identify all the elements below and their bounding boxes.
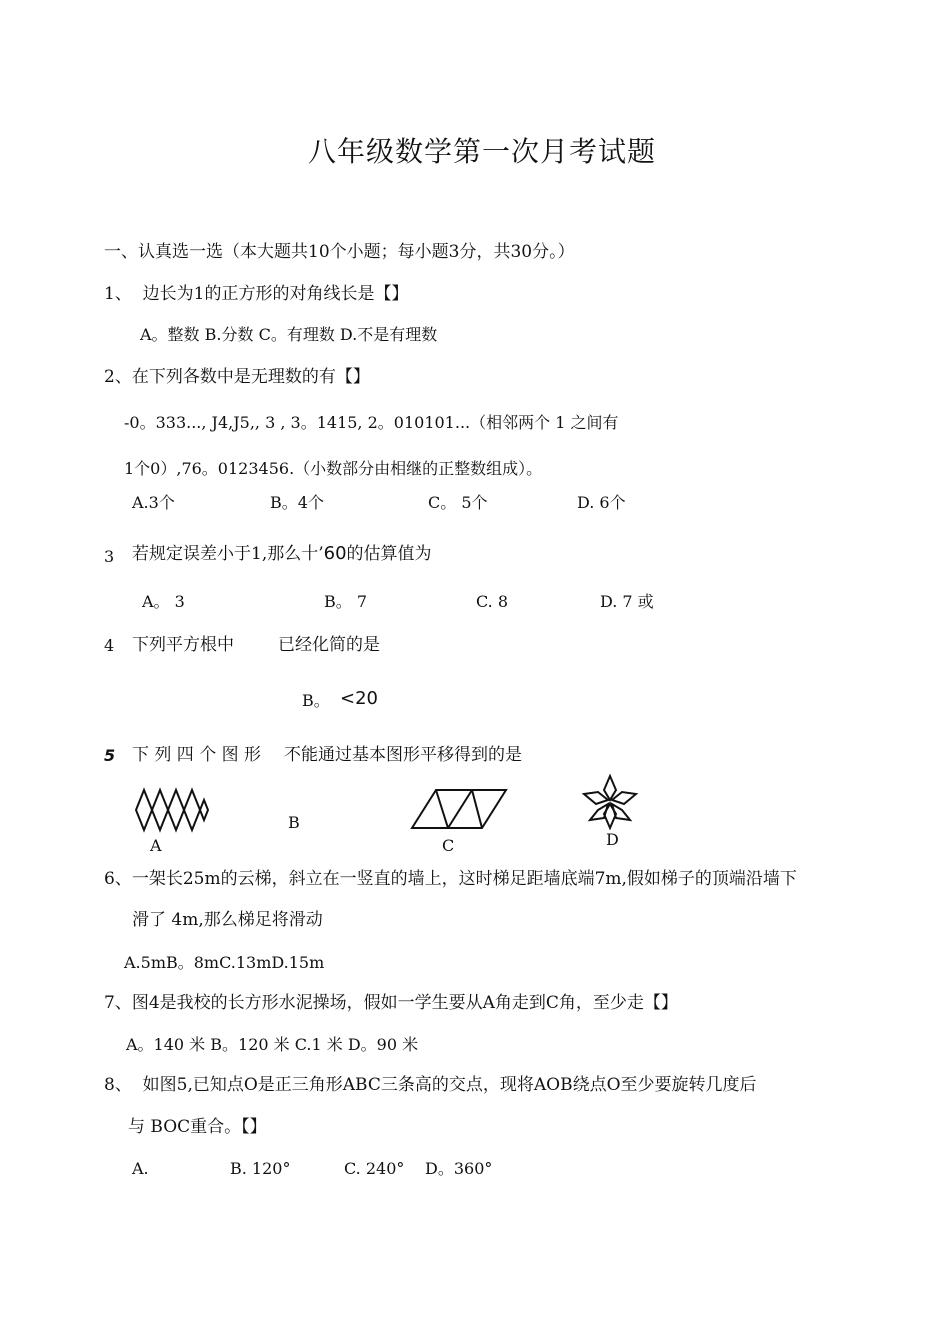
- question-3-stem-number: 60: [323, 543, 347, 564]
- question-4-number: 4: [104, 636, 115, 655]
- question-7-stem: 7、图4是我校的长方形水泥操场，假如一学生要从A角走到C角，至少走【】: [104, 993, 678, 1013]
- question-4-stem-a: 下列平方根中: [132, 635, 234, 655]
- question-8-stem: 8、 如图5,已知点O是正三角形ABC三条高的交点，现将AOB绕点O至少要旋转几度后: [104, 1075, 757, 1095]
- section-heading: 一、认真选一选（本大题共10个小题；每小题3分，共30分。）: [104, 242, 575, 262]
- question-6-options: A.5mB。8mC.13mD.15m: [124, 953, 325, 972]
- question-3-option-a: A。 3: [142, 592, 185, 611]
- question-5-number: 5: [104, 746, 116, 765]
- question-6-stem: 6、一架长25m的云梯，斜立在一竖直的墙上，这时梯足距墙底端7m,假如梯子的顶端沿墙下: [104, 869, 797, 889]
- figure-a-label: A: [150, 836, 162, 855]
- figure-c-triangle-strip: [410, 788, 510, 830]
- question-5-stem-spaced: 下 列 四 个 图 形: [132, 745, 262, 765]
- question-2-stem: 2、在下列各数中是无理数的有【】: [104, 367, 370, 387]
- question-8-option-d: D。360°: [425, 1159, 493, 1178]
- question-2-option-d: D. 6个: [577, 493, 626, 512]
- question-5-stem-rest: 不能通过基本图形平移得到的是: [284, 745, 522, 765]
- question-2-line-2: 1个0）,76。0123456.（小数部分由相继的正整数组成）。: [124, 459, 543, 478]
- question-3-stem-text: 若规定误差小于1,那么十’: [132, 544, 324, 564]
- figure-c-label: C: [442, 836, 455, 855]
- question-1-options: A。整数 B.分数 C。有理数 D.不是有理数: [140, 325, 438, 344]
- question-4-option-b-value: <20: [340, 688, 378, 709]
- question-3-number: 3: [104, 547, 115, 566]
- question-4-option-b: B。: [302, 691, 330, 710]
- question-2-line-1: -0。333..., J4,J5,, 3 , 3。1415, 2。010101...（相邻两个 1 之间有: [124, 413, 619, 432]
- question-3-stem: [132, 545, 432, 563]
- question-4-stem-b: 已经化简的是: [278, 635, 380, 655]
- figure-d-label: D: [606, 830, 619, 849]
- question-2-option-a: A.3个: [132, 493, 175, 512]
- question-8-option-a: A.: [132, 1159, 149, 1178]
- question-3-stem-tail: 的估算值为: [346, 544, 432, 564]
- question-2-option-c: C。 5个: [428, 493, 488, 512]
- question-1-stem: 1、 边长为1的正方形的对角线长是【】: [104, 284, 409, 304]
- question-3-option-b: B。 7: [324, 592, 368, 611]
- question-8-option-c: C. 240°: [344, 1159, 405, 1178]
- figure-b-label: B: [288, 813, 300, 832]
- question-2-option-b: B。4个: [270, 493, 324, 512]
- question-6-stem-2: 滑了 4m,那么梯足将滑动: [132, 910, 323, 930]
- question-8-option-b: B. 120°: [230, 1159, 291, 1178]
- question-8-stem-2: 与 BOC重合。【】: [128, 1117, 267, 1137]
- page-title: 八年级数学第一次月考试题: [308, 135, 657, 168]
- question-7-options: A。140 米 B。120 米 C.1 米 D。90 米: [126, 1035, 419, 1054]
- question-3-option-d: D. 7 或: [600, 592, 654, 611]
- question-3-option-c: C. 8: [476, 592, 509, 611]
- figure-d-star-flower: [582, 774, 638, 830]
- figure-a-rhombus-chain: [134, 788, 210, 832]
